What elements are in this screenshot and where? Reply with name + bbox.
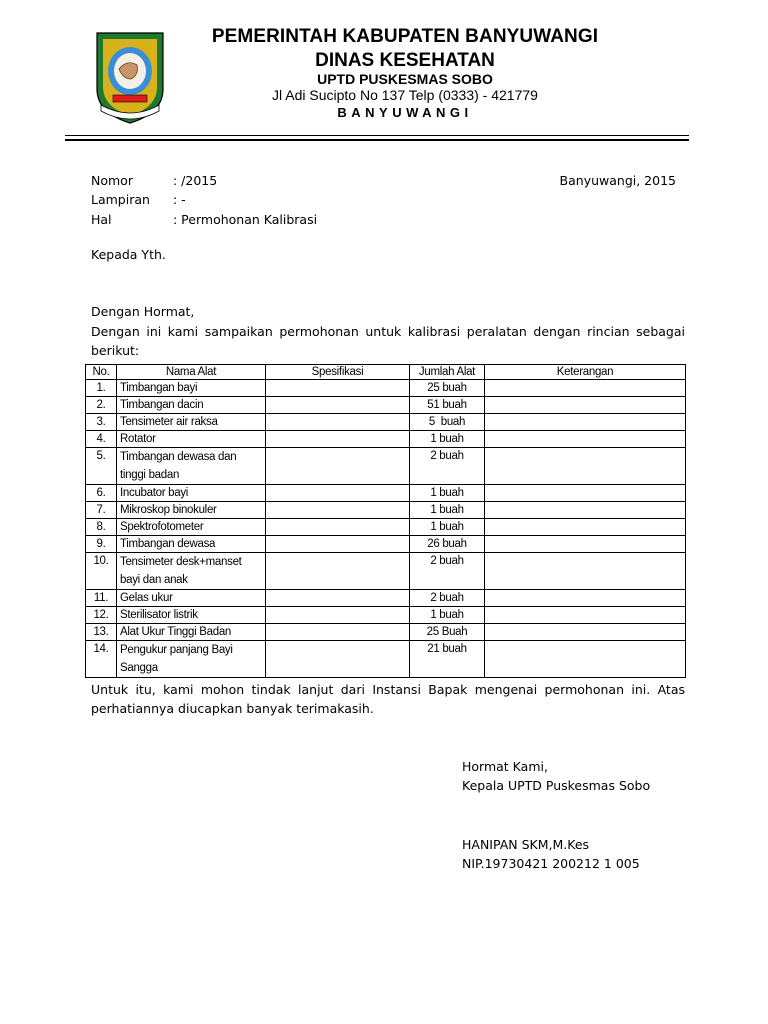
row-spec bbox=[266, 485, 410, 502]
letterhead-divider-thin bbox=[65, 135, 689, 136]
row-spec bbox=[266, 519, 410, 536]
row-no: 3. bbox=[86, 414, 117, 431]
row-name: Pengukur panjang Bayi Sangga bbox=[117, 641, 266, 678]
row-spec bbox=[266, 448, 410, 485]
row-spec bbox=[266, 380, 410, 397]
row-no: 11. bbox=[86, 590, 117, 607]
row-note bbox=[485, 431, 686, 448]
col-header-spec: Spesifikasi bbox=[266, 365, 410, 380]
table-header-row bbox=[86, 365, 686, 380]
letterhead-address: Jl Adi Sucipto No 137 Telp (0333) - 421779 bbox=[272, 87, 538, 103]
table-row bbox=[86, 519, 686, 536]
nomor-label: Nomor bbox=[91, 173, 133, 188]
col-header-qty: Jumlah Alat bbox=[410, 365, 485, 380]
row-name: Timbangan dewasa bbox=[117, 536, 266, 553]
equipment-table bbox=[85, 364, 686, 678]
closing-paragraph: Untuk itu, kami mohon tindak lanjut dari Instansi Bapak mengenai permohonan ini. Atas perhatiannya diucapkan banyak terimakasih. bbox=[91, 682, 685, 716]
table-row bbox=[86, 553, 686, 590]
letterhead-city: BANYUWANGI bbox=[337, 105, 473, 120]
nomor-value: : /2015 bbox=[173, 173, 218, 188]
row-note bbox=[485, 380, 686, 397]
row-name: Mikroskop binokuler bbox=[117, 502, 266, 519]
row-no: 14. bbox=[86, 641, 117, 678]
row-qty: 2 buah bbox=[410, 553, 485, 590]
row-qty: 21 buah bbox=[410, 641, 485, 678]
row-qty: 51 buah bbox=[410, 397, 485, 414]
row-name: Alat Ukur Tinggi Badan bbox=[117, 624, 266, 641]
row-note bbox=[485, 607, 686, 624]
row-spec bbox=[266, 431, 410, 448]
row-note bbox=[485, 641, 686, 678]
lampiran-value: : - bbox=[173, 192, 186, 207]
row-name: Incubator bayi bbox=[117, 485, 266, 502]
row-note bbox=[485, 536, 686, 553]
row-qty: 1 buah bbox=[410, 607, 485, 624]
greeting: Dengan Hormat, bbox=[91, 304, 195, 319]
row-spec bbox=[266, 397, 410, 414]
table-row bbox=[86, 502, 686, 519]
row-qty: 1 buah bbox=[410, 502, 485, 519]
row-qty: 5 buah bbox=[410, 414, 485, 431]
lampiran-label: Lampiran bbox=[91, 192, 150, 207]
row-no: 12. bbox=[86, 607, 117, 624]
table-row bbox=[86, 414, 686, 431]
row-no: 10. bbox=[86, 553, 117, 590]
row-qty: 25 buah bbox=[410, 380, 485, 397]
row-note bbox=[485, 553, 686, 590]
signatory-name: HANIPAN SKM,M.Kes bbox=[462, 837, 590, 852]
row-spec bbox=[266, 536, 410, 553]
letterhead bbox=[0, 0, 768, 145]
signature-title: Kepala UPTD Puskesmas Sobo bbox=[462, 778, 651, 793]
col-header-no: No. bbox=[86, 365, 117, 380]
table-row bbox=[86, 485, 686, 502]
row-name: Rotator bbox=[117, 431, 266, 448]
table-row bbox=[86, 536, 686, 553]
row-note bbox=[485, 624, 686, 641]
row-no: 6. bbox=[86, 485, 117, 502]
row-qty: 26 buah bbox=[410, 536, 485, 553]
row-qty: 1 buah bbox=[410, 431, 485, 448]
table-row bbox=[86, 624, 686, 641]
row-spec bbox=[266, 553, 410, 590]
row-qty: 2 buah bbox=[410, 448, 485, 485]
row-name: Tensimeter desk+manset bayi dan anak bbox=[117, 553, 266, 590]
row-no: 9. bbox=[86, 536, 117, 553]
row-no: 4. bbox=[86, 431, 117, 448]
table-row bbox=[86, 641, 686, 678]
row-qty: 25 Buah bbox=[410, 624, 485, 641]
row-note bbox=[485, 485, 686, 502]
table-row bbox=[86, 380, 686, 397]
signature-salutation: Hormat Kami, bbox=[462, 759, 548, 774]
row-no: 13. bbox=[86, 624, 117, 641]
row-spec bbox=[266, 414, 410, 431]
col-header-name: Nama Alat bbox=[117, 365, 266, 380]
row-spec bbox=[266, 624, 410, 641]
signatory-nip: NIP.19730421 200212 1 005 bbox=[462, 856, 640, 871]
row-name: Spektrofotometer bbox=[117, 519, 266, 536]
row-note bbox=[485, 502, 686, 519]
row-name: Gelas ukur bbox=[117, 590, 266, 607]
table-row bbox=[86, 448, 686, 485]
row-no: 5. bbox=[86, 448, 117, 485]
row-name: Timbangan bayi bbox=[117, 380, 266, 397]
hal-value: : Permohonan Kalibrasi bbox=[173, 212, 318, 227]
letterhead-unit: UPTD PUSKESMAS SOBO bbox=[317, 71, 493, 87]
banyuwangi-crest-icon bbox=[93, 29, 167, 125]
row-no: 8. bbox=[86, 519, 117, 536]
row-note bbox=[485, 590, 686, 607]
row-name: Tensimeter air raksa bbox=[117, 414, 266, 431]
table-row bbox=[86, 607, 686, 624]
row-spec bbox=[266, 502, 410, 519]
col-header-note: Keterangan bbox=[485, 365, 686, 380]
letterhead-government: PEMERINTAH KABUPATEN BANYUWANGI bbox=[211, 26, 599, 47]
row-spec bbox=[266, 590, 410, 607]
row-note bbox=[485, 397, 686, 414]
row-note bbox=[485, 448, 686, 485]
row-note bbox=[485, 519, 686, 536]
row-spec bbox=[266, 607, 410, 624]
row-name: Timbangan dewasa dan tinggi badan bbox=[117, 448, 266, 485]
recipient-line: Kepada Yth. bbox=[91, 247, 166, 262]
letterhead-divider-thick bbox=[65, 139, 689, 141]
row-qty: 2 buah bbox=[410, 590, 485, 607]
table-row bbox=[86, 431, 686, 448]
letter-date: Banyuwangi, 2015 bbox=[559, 173, 676, 188]
row-spec bbox=[266, 641, 410, 678]
intro-paragraph: Dengan ini kami sampaikan permohonan untuk kalibrasi peralatan dengan rincian sebagai berikut: bbox=[91, 324, 685, 358]
hal-label: Hal bbox=[91, 212, 112, 227]
row-no: 7. bbox=[86, 502, 117, 519]
row-name: Sterilisator listrik bbox=[117, 607, 266, 624]
table-row bbox=[86, 397, 686, 414]
table-row bbox=[86, 590, 686, 607]
row-qty: 1 buah bbox=[410, 485, 485, 502]
row-no: 2. bbox=[86, 397, 117, 414]
row-qty: 1 buah bbox=[410, 519, 485, 536]
row-note bbox=[485, 414, 686, 431]
letterhead-department: DINAS KESEHATAN bbox=[315, 50, 495, 71]
row-no: 1. bbox=[86, 380, 117, 397]
row-name: Timbangan dacin bbox=[117, 397, 266, 414]
